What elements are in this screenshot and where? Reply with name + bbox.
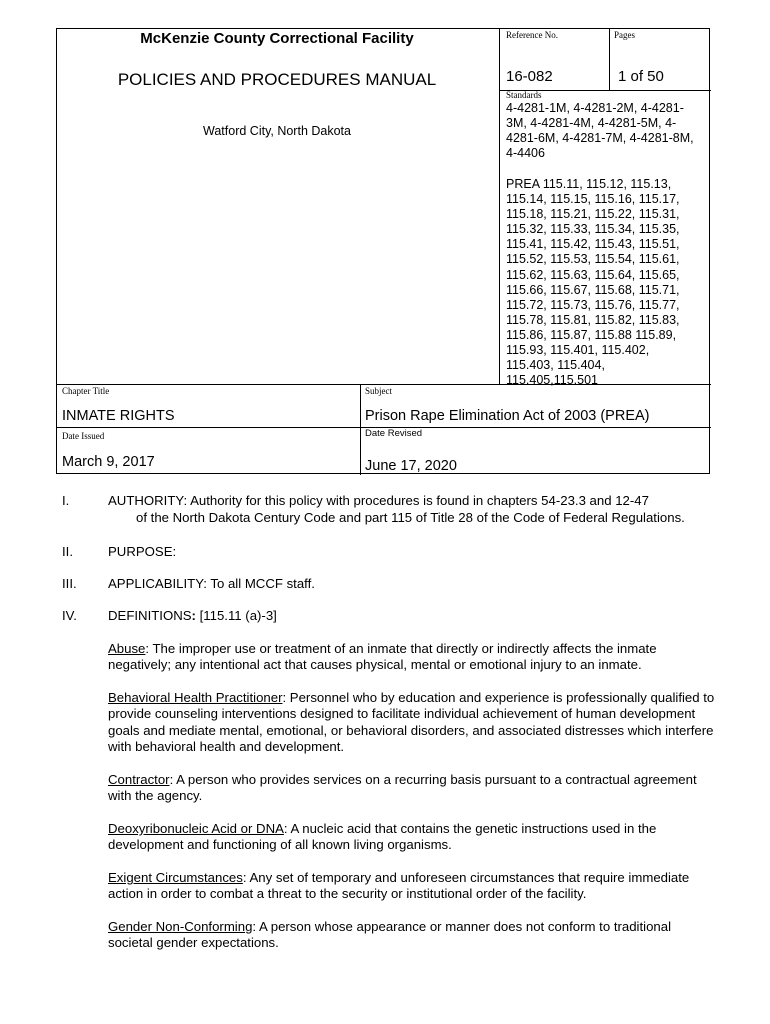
revised-label: Date Revised (365, 428, 423, 439)
subject-label: Subject (365, 386, 392, 396)
subject-value: Prison Rape Elimination Act of 2003 (PREA) (365, 408, 650, 424)
standards-line: 115.18, 115.21, 115.22, 115.31, (506, 207, 680, 222)
standards-line: 115.62, 115.63, 115.64, 115.65, (506, 267, 680, 282)
standards-line: 115.86, 115.87, 115.88 115.89, (506, 327, 677, 342)
definition-item (108, 641, 718, 674)
definition-term: Gender Non-Conforming (108, 919, 253, 934)
issued-value: March 9, 2017 (62, 454, 155, 470)
standards-line: 4-4406 (506, 146, 545, 160)
definition-term: Abuse (108, 641, 146, 656)
divider (360, 384, 361, 475)
standards-line: 115.32, 115.33, 115.34, 115.35, (506, 222, 680, 237)
pages-label: Pages (614, 30, 635, 40)
standards-line: 115.14, 115.15, 115.16, 115.17, (506, 192, 680, 207)
section-definitions (0, 608, 770, 626)
reference-value: 16-082 (506, 68, 553, 85)
standards-line: 115.403, 115.404, (506, 358, 605, 373)
chapter-value: INMATE RIGHTS (62, 408, 175, 424)
standards-line: 3M, 4-4281-4M, 4-4281-5M, 4- (506, 116, 677, 130)
standards-line: 115.405,115.501 (506, 373, 598, 388)
chapter-label: Chapter Title (62, 386, 110, 396)
standards-line: PREA 115.11, 115.12, 115.13, (506, 177, 672, 191)
definition-text: : Any set of temporary and unforeseen circumstances that require immediate action in order to combat a threat to the security or institutional order of the facility. (108, 870, 690, 902)
standards-line: 4281-6M, 4-4281-7M, 4-4281-8M, (506, 131, 694, 145)
section-number: III. (62, 576, 77, 591)
definitions-colon: : (191, 608, 196, 623)
section-text: PURPOSE: (108, 544, 177, 559)
standards-line: 115.78, 115.81, 115.82, 115.83, (506, 312, 680, 327)
standards-line: 115.52, 115.53, 115.54, 115.61, (506, 252, 680, 267)
definition-item (108, 870, 718, 903)
section-text: APPLICABILITY: To all MCCF staff. (108, 576, 315, 591)
revised-value: June 17, 2020 (365, 458, 457, 474)
definition-item (108, 919, 718, 952)
facility-name: McKenzie County Correctional Facility (140, 30, 414, 47)
definition-term: Contractor (108, 772, 170, 787)
standards-line: 4-4281-1M, 4-4281-2M, 4-4281- (506, 101, 684, 115)
definition-item (108, 821, 718, 854)
standards-line: 115.72, 115.73, 115.76, 115.77, (506, 297, 680, 312)
section-authority (0, 493, 770, 527)
standards-prea (506, 177, 680, 388)
reference-label: Reference No. (506, 30, 558, 40)
standards-aca (506, 101, 694, 161)
divider (499, 29, 500, 385)
definitions-ref: [115.11 (a)-3] (195, 608, 277, 623)
section-text (108, 608, 277, 624)
section-number: II. (62, 544, 73, 559)
pages-value: 1 of 50 (618, 68, 664, 85)
standards-line: 115.66, 115.67, 115.68, 115.71, (506, 282, 680, 297)
definition-text: : A nucleic acid that contains the genetic instructions used in the development and functioning of all known living organisms. (108, 821, 657, 853)
definition-term: Behavioral Health Practitioner (108, 690, 283, 705)
manual-title: POLICIES AND PROCEDURES MANUAL (117, 70, 437, 89)
standards-label: Standards (506, 90, 542, 100)
definition-text: : A person whose appearance or manner does not conform to traditional societal gender expectations. (108, 919, 671, 951)
definition-text: : The improper use or treatment of an inmate that directly or indirectly affects the inmate negatively; any intentional act that causes physical, mental or emotional injury to an inmate. (108, 641, 657, 673)
definitions-label: DEFINITIONS (108, 608, 192, 623)
definition-term: Deoxyribonucleic Acid or DNA (108, 821, 284, 836)
definition-text: : Personnel who by education and experience is professionally qualified to provide counseling interventions designed to facilitate individual achievement of human development goals and mediate mental, emotional, or behavioral disorders, and associated distresses which interfere with behavioral health and development. (108, 690, 715, 754)
definition-text: : A person who provides services on a recurring basis pursuant to a contractual agreement with the agency. (108, 772, 697, 804)
standards-line: 115.41, 115.42, 115.43, 115.51, (506, 237, 680, 252)
divider (609, 29, 610, 91)
definition-item (108, 690, 718, 755)
section-text: of the North Dakota Century Code and part 115 of Title 28 of the Code of Federal Regulations. (136, 510, 685, 525)
issued-label: Date Issued (62, 431, 105, 441)
definition-term: Exigent Circumstances (108, 870, 243, 885)
section-number: IV. (62, 608, 77, 623)
section-number: I. (62, 493, 70, 508)
section-applicability (0, 576, 770, 594)
section-text: AUTHORITY: Authority for this policy with procedures is found in chapters 54-23.3 and 12-47 (108, 493, 649, 508)
standards-line: 115.93, 115.401, 115.402, (506, 343, 650, 358)
facility-location: Watford City, North Dakota (203, 124, 351, 138)
definition-item (108, 772, 718, 805)
section-purpose (0, 544, 770, 562)
